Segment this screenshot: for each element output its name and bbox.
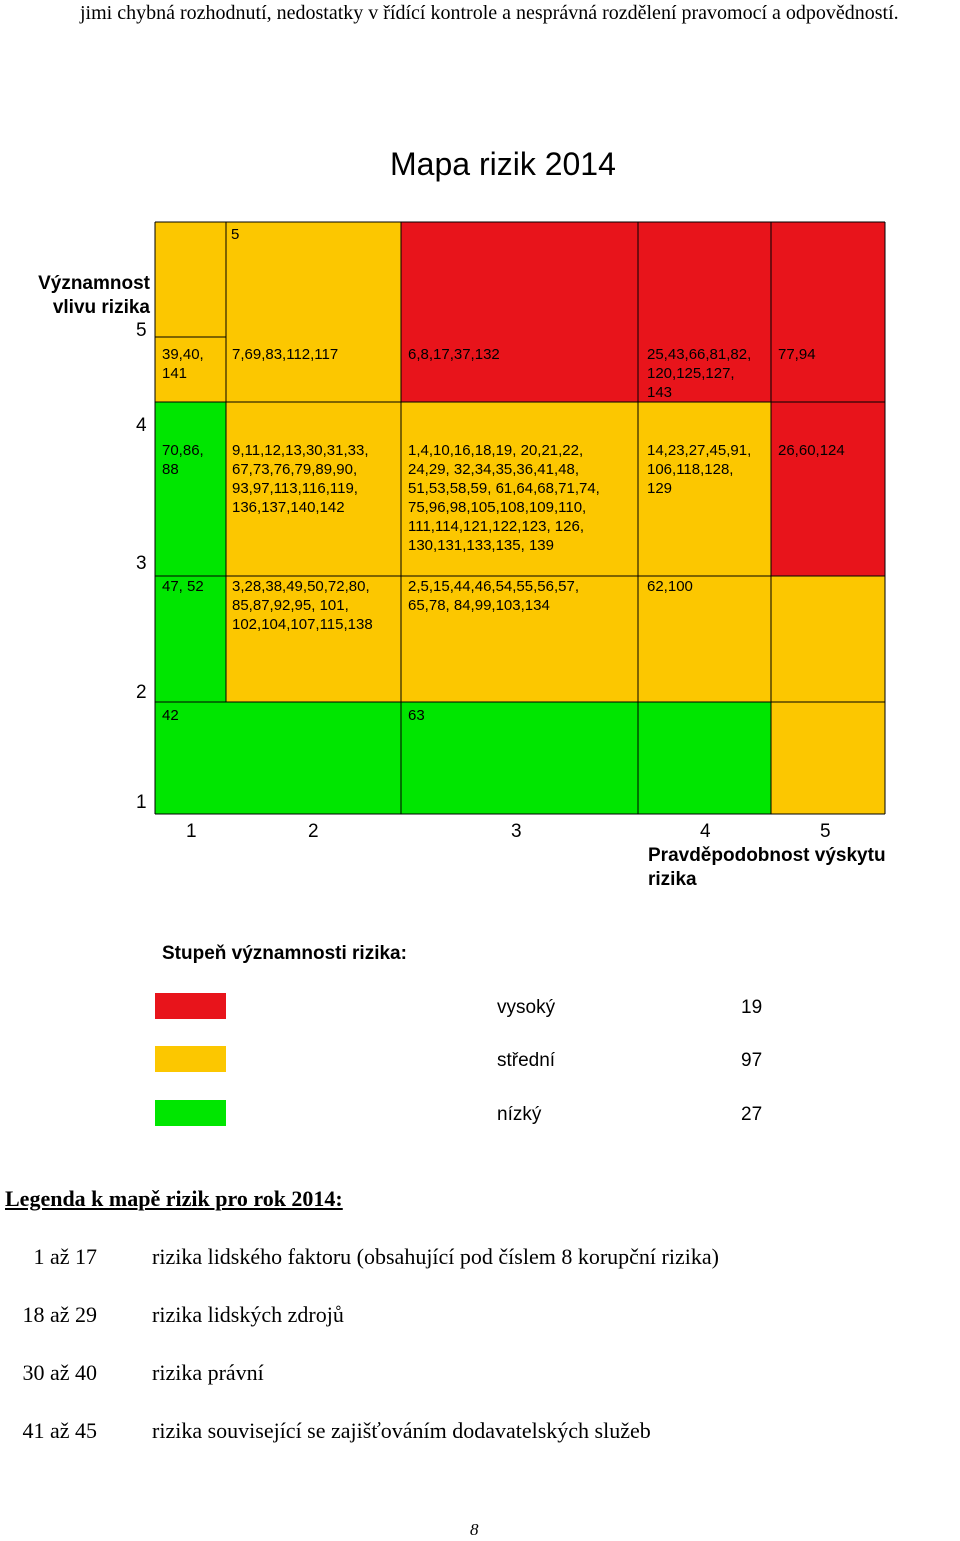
legend2-desc: rizika lidského faktoru (obsahující pod číslem 8 korupční rizika) bbox=[152, 1244, 719, 1269]
legend2-range: 30 až 40 bbox=[22, 1360, 97, 1385]
y-tick: 5 bbox=[136, 320, 147, 341]
cell-text: 42 bbox=[162, 707, 179, 724]
cell-text: 5 bbox=[231, 226, 240, 243]
cell-text: 7,69,83,112,117 bbox=[232, 346, 339, 363]
cell-text: 6,8,17,37,132 bbox=[408, 346, 500, 363]
y-tick: 4 bbox=[136, 415, 147, 436]
y-axis-title: Významnost vlivu rizika bbox=[38, 273, 150, 318]
cell-text: 70,86, 88 bbox=[162, 442, 204, 478]
legend2-range: 41 až 45 bbox=[22, 1418, 97, 1443]
legend-label: vysoký bbox=[497, 997, 556, 1018]
cell-text: 9,11,12,13,30,31,33, 67,73,76,79,89,90, 93,97,113,116,119, 136,137,140,142 bbox=[232, 442, 369, 516]
cell-text: 3,28,38,49,50,72,80, 85,87,92,95, 101, 102,104,107,115,138 bbox=[232, 578, 373, 633]
y-tick: 3 bbox=[136, 553, 147, 574]
legend2-desc: rizika lidských zdrojů bbox=[152, 1302, 344, 1327]
legend2-desc: rizika související se zajišťováním dodavatelských služeb bbox=[152, 1418, 651, 1443]
cell-text: 25,43,66,81,82, 120,125,127, 143 bbox=[647, 346, 752, 401]
legend-count: 27 bbox=[741, 1104, 763, 1125]
chart-title: Mapa rizik 2014 bbox=[390, 146, 616, 182]
legend-label: střední bbox=[497, 1050, 556, 1071]
x-tick: 5 bbox=[820, 821, 831, 842]
legend-swatch-high bbox=[155, 993, 226, 1019]
cell-text: 62,100 bbox=[647, 578, 693, 595]
legend2-desc: rizika právní bbox=[152, 1360, 264, 1385]
x-tick: 3 bbox=[511, 821, 522, 842]
legend-title: Stupeň významnosti rizika: bbox=[162, 943, 407, 964]
x-tick: 4 bbox=[700, 821, 711, 842]
cell-text: 63 bbox=[408, 707, 425, 724]
cell-text: 14,23,27,45,91, 106,118,128, 129 bbox=[647, 442, 752, 497]
legend2-title: Legenda k mapě rizik pro rok 2014: bbox=[5, 1186, 343, 1211]
cell-text: 26,60,124 bbox=[778, 442, 845, 459]
cell-text: 47, 52 bbox=[162, 578, 204, 595]
legend-count: 97 bbox=[741, 1050, 763, 1071]
cell-text: 77,94 bbox=[778, 346, 816, 363]
legend-swatch-low bbox=[155, 1100, 226, 1126]
legend-swatch-medium bbox=[155, 1046, 226, 1072]
x-axis-title: Pravděpodobnost výskytu rizika bbox=[648, 845, 886, 890]
y-tick: 2 bbox=[136, 682, 147, 703]
legend2-range: 18 až 29 bbox=[22, 1302, 97, 1327]
legend-label: nízký bbox=[497, 1104, 542, 1125]
y-tick: 1 bbox=[136, 792, 147, 813]
cell-text: 39,40, 141 bbox=[162, 346, 204, 382]
legend-count: 19 bbox=[741, 997, 763, 1018]
page-number: 8 bbox=[470, 1520, 479, 1539]
cell-text: 2,5,15,44,46,54,55,56,57, 65,78, 84,99,103,134 bbox=[408, 578, 579, 614]
x-tick: 2 bbox=[308, 821, 319, 842]
legend2-range: 1 až 17 bbox=[33, 1244, 97, 1269]
x-tick: 1 bbox=[186, 821, 197, 842]
intro-paragraph: jimi chybná rozhodnutí, nedostatky v řídící kontrole a nesprávná rozdělení pravomocí a odpovědností. bbox=[80, 2, 899, 24]
cell-text: 1,4,10,16,18,19, 20,21,22, 24,29, 32,34,35,36,41,48, 51,53,58,59, 61,64,68,71,74, 75,96,98,105,108,109,110, 111,114,121,122,123, 126, 130,131,133,135, 139 bbox=[408, 442, 600, 554]
